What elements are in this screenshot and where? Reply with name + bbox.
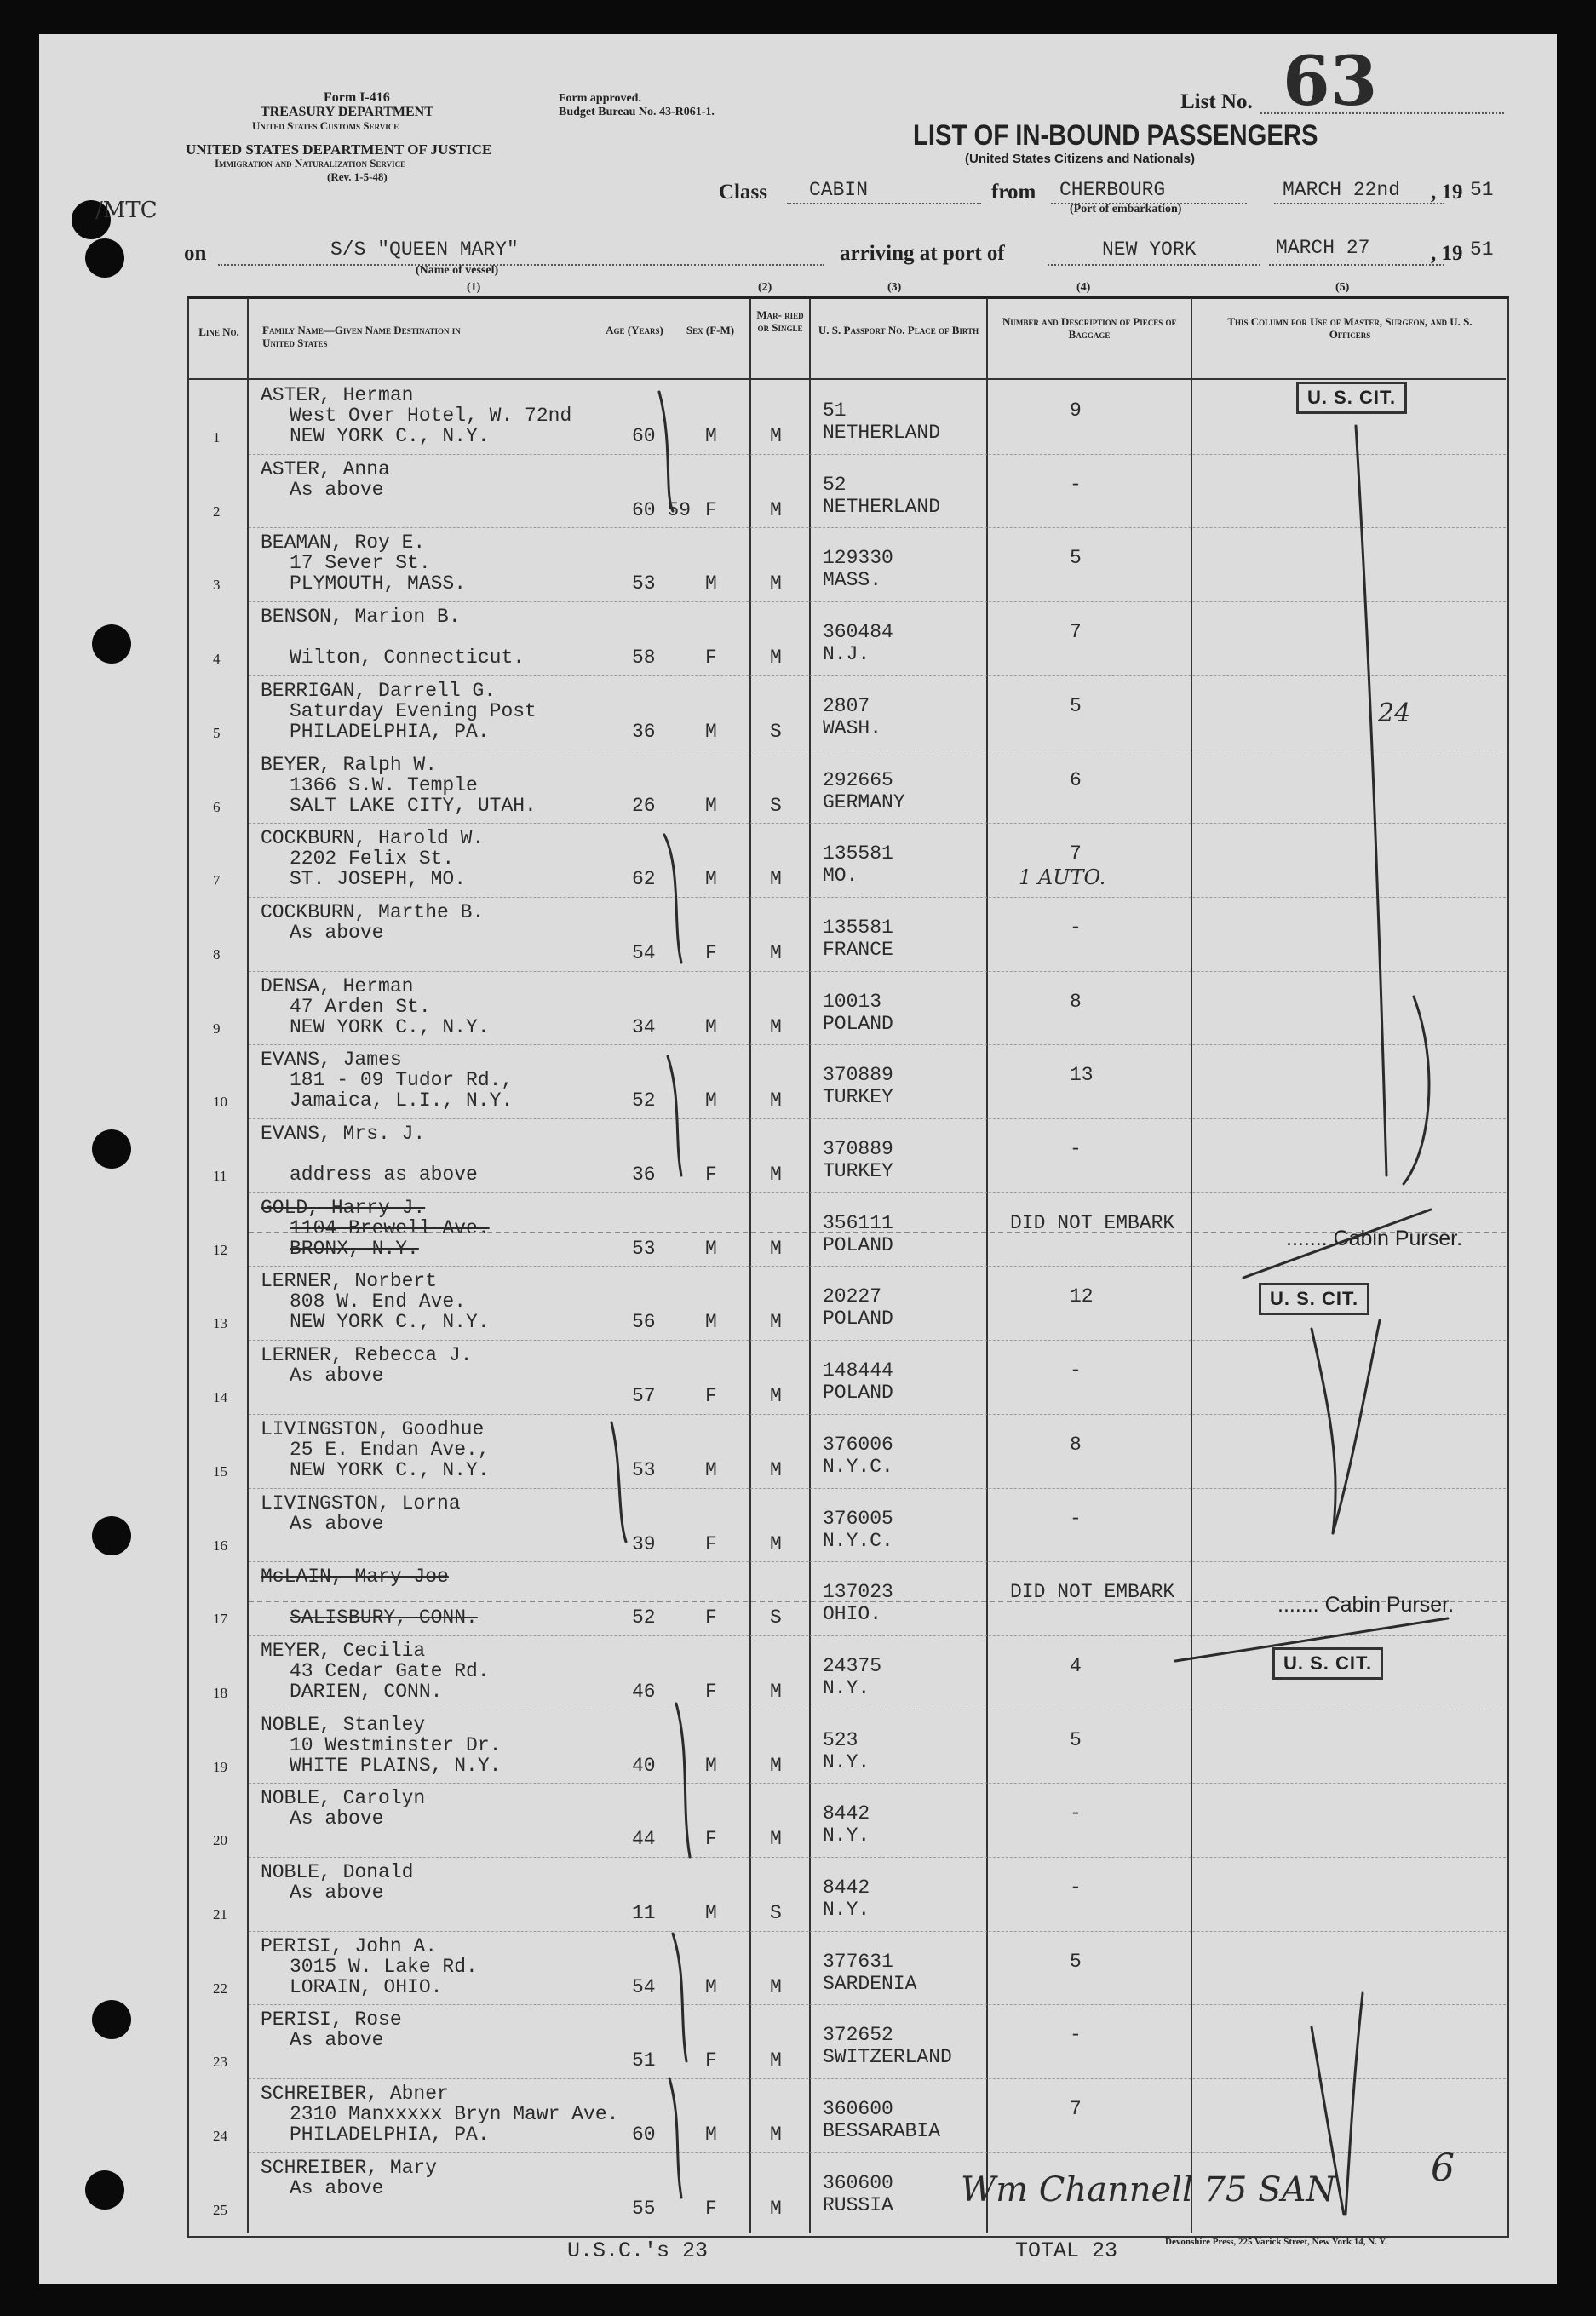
place-of-birth: N.Y.: [823, 1825, 870, 1848]
place-of-birth: RUSSIA: [823, 2193, 893, 2216]
passenger-name: BERRIGAN, Darrell G.: [261, 679, 497, 702]
passport-number: 372652: [823, 2024, 893, 2047]
col-header-married: Mar- ried or Single: [756, 308, 804, 334]
address-line-1: 1366 S.W. Temple: [290, 773, 478, 796]
sex: F: [705, 1680, 717, 1703]
col-header-passport: U. S. Passport No. Place of Birth: [818, 324, 979, 336]
place-of-birth: MO.: [823, 865, 858, 888]
place-of-birth: POLAND: [823, 1012, 893, 1035]
address-line-1: 2310 Manxxxxx Bryn Mawr Ave.: [290, 2103, 619, 2126]
address-line-1: West Over Hotel, W. 72nd: [290, 405, 572, 427]
passenger-name: BEAMAN, Roy E.: [261, 532, 426, 555]
address-line-1: 1104 Brewell Ave.: [290, 1216, 490, 1239]
address-line-2: WHITE PLAINS, N.Y.: [290, 1754, 502, 1777]
marital-status: M: [770, 2197, 782, 2220]
col-header-line: Line No.: [198, 325, 239, 338]
passenger-name: NOBLE, Stanley: [261, 1713, 426, 1736]
marital-status: M: [770, 2123, 782, 2146]
address-line-2: ST. JOSEPH, MO.: [290, 868, 467, 891]
age: 56: [632, 1311, 656, 1334]
line-number: 14: [213, 1389, 227, 1406]
col-num-2: (2): [758, 281, 772, 294]
marital-status: M: [770, 498, 782, 521]
age: 34: [632, 1015, 656, 1038]
place-of-birth: NETHERLAND: [823, 422, 941, 444]
passport-number: 360484: [823, 621, 893, 644]
address-line-2: NEW YORK C., N.Y.: [290, 1311, 490, 1334]
sex: M: [705, 1015, 717, 1038]
class-label: Class: [719, 181, 767, 204]
col-num-1: (1): [467, 281, 481, 294]
baggage-count: 5: [1070, 694, 1082, 717]
cabin-purser-note: ....... Cabin Purser.: [1286, 1227, 1463, 1250]
sex: M: [705, 1754, 717, 1777]
baggage-count: 9: [1070, 399, 1082, 422]
baggage-count: 7: [1070, 842, 1082, 865]
age: 40: [632, 1754, 656, 1777]
passenger-name: COCKBURN, Marthe B.: [261, 900, 485, 923]
vessel-name: S/S "QUEEN MARY": [330, 238, 519, 261]
passenger-name: SCHREIBER, Abner: [261, 2083, 449, 2106]
line-number: 19: [213, 1758, 227, 1775]
age: 58: [632, 647, 656, 670]
age: 53: [632, 1237, 656, 1260]
marital-status: M: [770, 647, 782, 670]
place-of-birth: TURKEY: [823, 1086, 893, 1109]
marital-status: M: [770, 868, 782, 891]
marital-status: M: [770, 425, 782, 447]
sex: M: [705, 1089, 717, 1112]
place-of-birth: MASS.: [823, 569, 882, 592]
sex: M: [705, 868, 717, 891]
line-number: 24: [213, 2128, 227, 2145]
address-line-2: NEW YORK C., N.Y.: [290, 1458, 490, 1481]
passenger-name: ASTER, Anna: [261, 457, 390, 480]
list-no-label: List No.: [1180, 90, 1253, 113]
baggage-count: 5: [1070, 547, 1082, 570]
line-number: 6: [213, 798, 221, 815]
marital-status: S: [770, 720, 782, 743]
col-header-baggage: Number and Description of Pieces of Baggage: [1002, 315, 1176, 341]
baggage-count: -: [1070, 473, 1082, 496]
marital-status: M: [770, 941, 782, 964]
place-of-birth: TURKEY: [823, 1160, 893, 1182]
address-line-2: DARIEN, CONN.: [290, 1680, 443, 1703]
line-number: 21: [213, 1906, 227, 1922]
marital-status: M: [770, 1975, 782, 1998]
passenger-name: LERNER, Rebecca J.: [261, 1344, 473, 1367]
passenger-name: LIVINGSTON, Goodhue: [261, 1417, 485, 1440]
sex: M: [705, 1975, 717, 1998]
baggage-count: -: [1070, 1876, 1082, 1899]
passport-number: 370889: [823, 1138, 893, 1160]
place-of-birth: N.J.: [823, 643, 870, 666]
age: 44: [632, 1828, 656, 1851]
address-line-1: As above: [290, 921, 384, 944]
age: 62: [632, 868, 656, 891]
sex: F: [705, 1532, 717, 1555]
passenger-name: MEYER, Cecilia: [261, 1639, 426, 1662]
line-number: 12: [213, 1241, 227, 1258]
age: 36: [632, 1164, 656, 1186]
sex: F: [705, 1164, 717, 1186]
address-line-2: address as above: [290, 1164, 478, 1186]
baggage-count: 4: [1070, 1654, 1082, 1677]
passport-number: 52: [823, 473, 847, 496]
passport-number: 523: [823, 1728, 858, 1751]
passport-number: 24375: [823, 1654, 882, 1677]
sex: F: [705, 941, 717, 964]
baggage-count: 12: [1070, 1285, 1094, 1308]
usc-count: U.S.C.'s 23: [567, 2238, 709, 2263]
age: 26: [632, 794, 656, 817]
line-number: 4: [213, 651, 221, 668]
baggage-count: 7: [1070, 2098, 1082, 2121]
baggage-count: -: [1070, 1507, 1082, 1530]
passenger-name: BENSON, Marion B.: [261, 606, 461, 629]
auto-note: 1 AUTO.: [1019, 865, 1106, 889]
place-of-birth: GERMANY: [823, 790, 905, 813]
arrival-date: MARCH 27: [1276, 237, 1370, 259]
marital-status: M: [770, 1532, 782, 1555]
passport-number: 8442: [823, 1876, 870, 1899]
age: 60 59: [632, 498, 692, 521]
age: 60: [632, 425, 656, 447]
sex: F: [705, 1385, 717, 1408]
sex: M: [705, 2123, 717, 2146]
date-embark: MARCH 22nd: [1283, 179, 1401, 201]
sex: M: [705, 1311, 717, 1334]
treasury-dept: TREASURY DEPARTMENT: [261, 105, 433, 119]
baggage-count: 7: [1070, 621, 1082, 644]
passport-number: 8442: [823, 1802, 870, 1825]
place-of-birth: N.Y.: [823, 1676, 870, 1699]
form-number: Form I-416: [324, 90, 390, 105]
baggage-count: DID NOT EMBARK: [1010, 1581, 1175, 1604]
us-cit-stamp: U. S. CIT.: [1296, 382, 1407, 414]
address-line-2: NEW YORK C., N.Y.: [290, 1015, 490, 1038]
line-number: 3: [213, 577, 221, 594]
place-of-birth: OHIO.: [823, 1603, 882, 1626]
place-of-birth: N.Y.C.: [823, 1529, 893, 1552]
passport-number: 129330: [823, 547, 893, 570]
sex: F: [705, 2197, 717, 2220]
age: 46: [632, 1680, 656, 1703]
address-line-1: As above: [290, 1807, 384, 1830]
place-of-birth: N.Y.: [823, 1750, 870, 1773]
arriving-label: arriving at port of: [840, 242, 1005, 265]
on-label: on: [184, 242, 207, 265]
age: 53: [632, 572, 656, 595]
passport-number: 2807: [823, 694, 870, 717]
address-line-1: 17 Sever St.: [290, 552, 431, 575]
line-number: 8: [213, 945, 221, 963]
sex: F: [705, 2049, 717, 2072]
sex: M: [705, 1902, 717, 1924]
age: 57: [632, 1385, 656, 1408]
line-number: 13: [213, 1315, 227, 1332]
baggage-count: 5: [1070, 1950, 1082, 1973]
marital-status: M: [770, 1164, 782, 1186]
address-line-2: NEW YORK C., N.Y.: [290, 425, 490, 447]
passport-number: 370889: [823, 1064, 893, 1087]
line-number: 17: [213, 1611, 227, 1628]
line-number: 20: [213, 1832, 227, 1849]
address-line-2: SALISBURY, CONN.: [290, 1606, 478, 1629]
passport-number: 376005: [823, 1507, 893, 1530]
passenger-name: McLAIN, Mary Joe: [261, 1566, 449, 1589]
baggage-count: 5: [1070, 1728, 1082, 1751]
printer-note: Devonshire Press, 225 Varick Street, New York 14, N. Y.: [1165, 2237, 1387, 2247]
passenger-name: PERISI, John A.: [261, 1934, 438, 1957]
port-note: (Port of embarkation): [1070, 203, 1182, 216]
passport-number: 356111: [823, 1211, 893, 1234]
baggage-count: DID NOT EMBARK: [1010, 1211, 1175, 1234]
address-line-1: 47 Arden St.: [290, 995, 431, 1018]
age: 53: [632, 1458, 656, 1481]
passport-number: 10013: [823, 990, 882, 1013]
passport-number: 376006: [823, 1433, 893, 1456]
list-number: 63: [1283, 41, 1378, 121]
passenger-name: NOBLE, Carolyn: [261, 1787, 426, 1810]
doj: UNITED STATES DEPARTMENT OF JUSTICE: [186, 141, 492, 158]
age: 55: [632, 2197, 656, 2220]
place-of-birth: SWITZERLAND: [823, 2046, 952, 2069]
year-prefix: , 19: [1431, 181, 1463, 204]
col-num-5: (5): [1335, 281, 1350, 294]
address-line-1: 2202 Felix St.: [290, 848, 455, 871]
marital-status: M: [770, 1458, 782, 1481]
line-number: 15: [213, 1463, 227, 1480]
line-number: 18: [213, 1684, 227, 1701]
age: 54: [632, 941, 656, 964]
place-of-birth: POLAND: [823, 1307, 893, 1330]
line-number: 10: [213, 1094, 227, 1111]
age: 52: [632, 1606, 656, 1629]
place-of-birth: NETHERLAND: [823, 495, 941, 518]
marital-status: M: [770, 1385, 782, 1408]
marital-status: M: [770, 1015, 782, 1038]
document-subtitle: (United States Citizens and Nationals): [965, 152, 1196, 166]
place-of-birth: WASH.: [823, 716, 882, 739]
passport-number: 360600: [823, 2171, 893, 2194]
marital-status: S: [770, 1902, 782, 1924]
address-line-2: Jamaica, L.I., N.Y.: [290, 1089, 514, 1112]
passport-number: 148444: [823, 1359, 893, 1382]
line-number: 23: [213, 2054, 227, 2071]
place-of-birth: POLAND: [823, 1233, 893, 1256]
passenger-name: LERNER, Norbert: [261, 1270, 438, 1293]
address-line-2: PLYMOUTH, MASS.: [290, 572, 467, 595]
passenger-name: SCHREIBER, Mary: [261, 2156, 438, 2179]
address-line-1: As above: [290, 1512, 384, 1535]
address-line-1: As above: [290, 2029, 384, 2052]
baggage-count: 13: [1070, 1064, 1094, 1087]
from-value: CHERBOURG: [1059, 179, 1166, 201]
marital-status: S: [770, 794, 782, 817]
passenger-name: EVANS, Mrs. J.: [261, 1123, 426, 1145]
address-line-1: 25 E. Endan Ave.,: [290, 1438, 490, 1461]
sex: M: [705, 1237, 717, 1260]
customs-service: United States Customs Service: [252, 119, 399, 132]
passport-number: 135581: [823, 916, 893, 939]
baggage-count: 6: [1070, 768, 1082, 791]
sex: F: [705, 1828, 717, 1851]
address-line-1: 181 - 09 Tudor Rd.,: [290, 1069, 514, 1092]
budget-bureau: Budget Bureau No. 43-R061-1.: [559, 106, 715, 118]
marital-status: M: [770, 2049, 782, 2072]
age: 52: [632, 1089, 656, 1112]
line-number: 1: [213, 429, 221, 445]
total-count: TOTAL 23: [1015, 2238, 1118, 2263]
mtc-mark: /MTC: [95, 198, 158, 223]
passenger-name: DENSA, Herman: [261, 974, 414, 997]
sex: F: [705, 1606, 717, 1629]
address-line-1: 43 Cedar Gate Rd.: [290, 1659, 490, 1682]
address-line-2: BRONX, N.Y.: [290, 1237, 419, 1260]
marital-status: M: [770, 1754, 782, 1777]
sex: M: [705, 720, 717, 743]
passport-number: 51: [823, 399, 847, 422]
col-header-name: Family Name—Given Name Destination in United States: [262, 324, 461, 349]
line-number: 22: [213, 1980, 227, 1997]
passport-number: 135581: [823, 842, 893, 865]
form-approved: Form approved.: [559, 92, 641, 105]
baggage-count: -: [1070, 1359, 1082, 1382]
age: 51: [632, 2049, 656, 2072]
col-header-age: Age (Years): [606, 324, 663, 336]
arrival-port: NEW YORK: [1102, 238, 1197, 261]
address-line-2: SALT LAKE CITY, UTAH.: [290, 794, 537, 817]
age: 60: [632, 2123, 656, 2146]
us-cit-stamp: U. S. CIT.: [1272, 1647, 1383, 1680]
sex: F: [705, 498, 717, 521]
class-value: CABIN: [809, 179, 869, 201]
document-title: LIST OF IN-BOUND PASSENGERS: [913, 119, 1318, 152]
us-cit-stamp: U. S. CIT.: [1259, 1283, 1369, 1315]
age: 54: [632, 1975, 656, 1998]
signature-mark: 6: [1431, 2146, 1455, 2190]
line-number: 11: [213, 1168, 227, 1184]
passport-number: 137023: [823, 1581, 893, 1604]
passport-number: 20227: [823, 1285, 882, 1308]
place-of-birth: N.Y.: [823, 1899, 870, 1921]
address-line-1: As above: [290, 1365, 384, 1388]
year-embark: 51: [1470, 179, 1494, 201]
passport-number: 377631: [823, 1950, 893, 1973]
address-line-1: As above: [290, 1882, 384, 1904]
vessel-note: (Name of vessel): [416, 264, 499, 277]
passenger-name: PERISI, Rose: [261, 2009, 402, 2032]
marital-status: S: [770, 1606, 782, 1629]
sex: M: [705, 572, 717, 595]
sex: M: [705, 1458, 717, 1481]
baggage-count: 8: [1070, 1433, 1082, 1456]
age: 39: [632, 1532, 656, 1555]
line-number: 16: [213, 1537, 227, 1554]
place-of-birth: N.Y.C.: [823, 1455, 893, 1478]
line-number: 2: [213, 503, 221, 520]
passenger-name: EVANS, James: [261, 1049, 402, 1072]
passport-number: 292665: [823, 768, 893, 791]
passenger-name: BEYER, Ralph W.: [261, 753, 438, 776]
col-header-officers: This Column for Use of Master, Surgeon, and U. S. Officers: [1227, 315, 1473, 341]
marital-status: M: [770, 572, 782, 595]
passenger-name: NOBLE, Donald: [261, 1861, 414, 1883]
col-num-4: (4): [1076, 281, 1091, 294]
address-line-1: Saturday Evening Post: [290, 699, 537, 722]
baggage-count: -: [1070, 2024, 1082, 2047]
baggage-count: -: [1070, 916, 1082, 939]
marital-status: M: [770, 1680, 782, 1703]
signature: Wm Channell 75 SAN: [961, 2170, 1336, 2210]
passenger-name: ASTER, Herman: [261, 384, 414, 406]
address-line-1: 3015 W. Lake Rd.: [290, 1955, 478, 1978]
line-number: 25: [213, 2201, 227, 2218]
place-of-birth: POLAND: [823, 1382, 893, 1405]
year-arr-prefix: , 19: [1431, 242, 1463, 265]
passport-number: 360600: [823, 2098, 893, 2121]
address-line-2: LORAIN, OHIO.: [290, 1975, 443, 1998]
sex: M: [705, 794, 717, 817]
sex: M: [705, 425, 717, 447]
baggage-count: -: [1070, 1138, 1082, 1160]
col-num-3: (3): [887, 281, 902, 294]
passenger-name: COCKBURN, Harold W.: [261, 827, 485, 850]
place-of-birth: SARDENIA: [823, 1972, 917, 1995]
line-number: 9: [213, 1020, 221, 1037]
marital-status: M: [770, 1828, 782, 1851]
sex: F: [705, 647, 717, 670]
age: 11: [632, 1902, 656, 1924]
place-of-birth: BESSARABIA: [823, 2120, 941, 2143]
marital-status: M: [770, 1237, 782, 1260]
address-line-2: PHILADELPHIA, PA.: [290, 720, 490, 743]
cabin-purser-note: ....... Cabin Purser.: [1277, 1593, 1455, 1617]
marital-status: M: [770, 1311, 782, 1334]
col-header-sex: Sex (F-M): [686, 324, 735, 336]
address-line-1: As above: [290, 2176, 384, 2199]
page-mark: 24: [1378, 698, 1411, 728]
address-line-2: Wilton, Connecticut.: [290, 647, 525, 670]
marital-status: M: [770, 1089, 782, 1112]
ins: Immigration and Naturalization Service: [215, 157, 406, 170]
baggage-count: -: [1070, 1802, 1082, 1825]
address-line-2: PHILADELPHIA, PA.: [290, 2123, 490, 2146]
age: 36: [632, 720, 656, 743]
address-line-1: As above: [290, 478, 384, 501]
year-arrival: 51: [1470, 238, 1494, 261]
line-number: 5: [213, 724, 221, 741]
rev: (Rev. 1-5-48): [327, 170, 388, 183]
passenger-name: LIVINGSTON, Lorna: [261, 1491, 461, 1514]
from-label: from: [991, 181, 1036, 204]
address-line-1: 10 Westminster Dr.: [290, 1733, 502, 1756]
baggage-count: 8: [1070, 990, 1082, 1013]
passenger-name: GOLD, Harry J.: [261, 1196, 426, 1219]
address-line-1: 808 W. End Ave.: [290, 1290, 467, 1313]
place-of-birth: FRANCE: [823, 938, 893, 961]
line-number: 7: [213, 872, 221, 889]
